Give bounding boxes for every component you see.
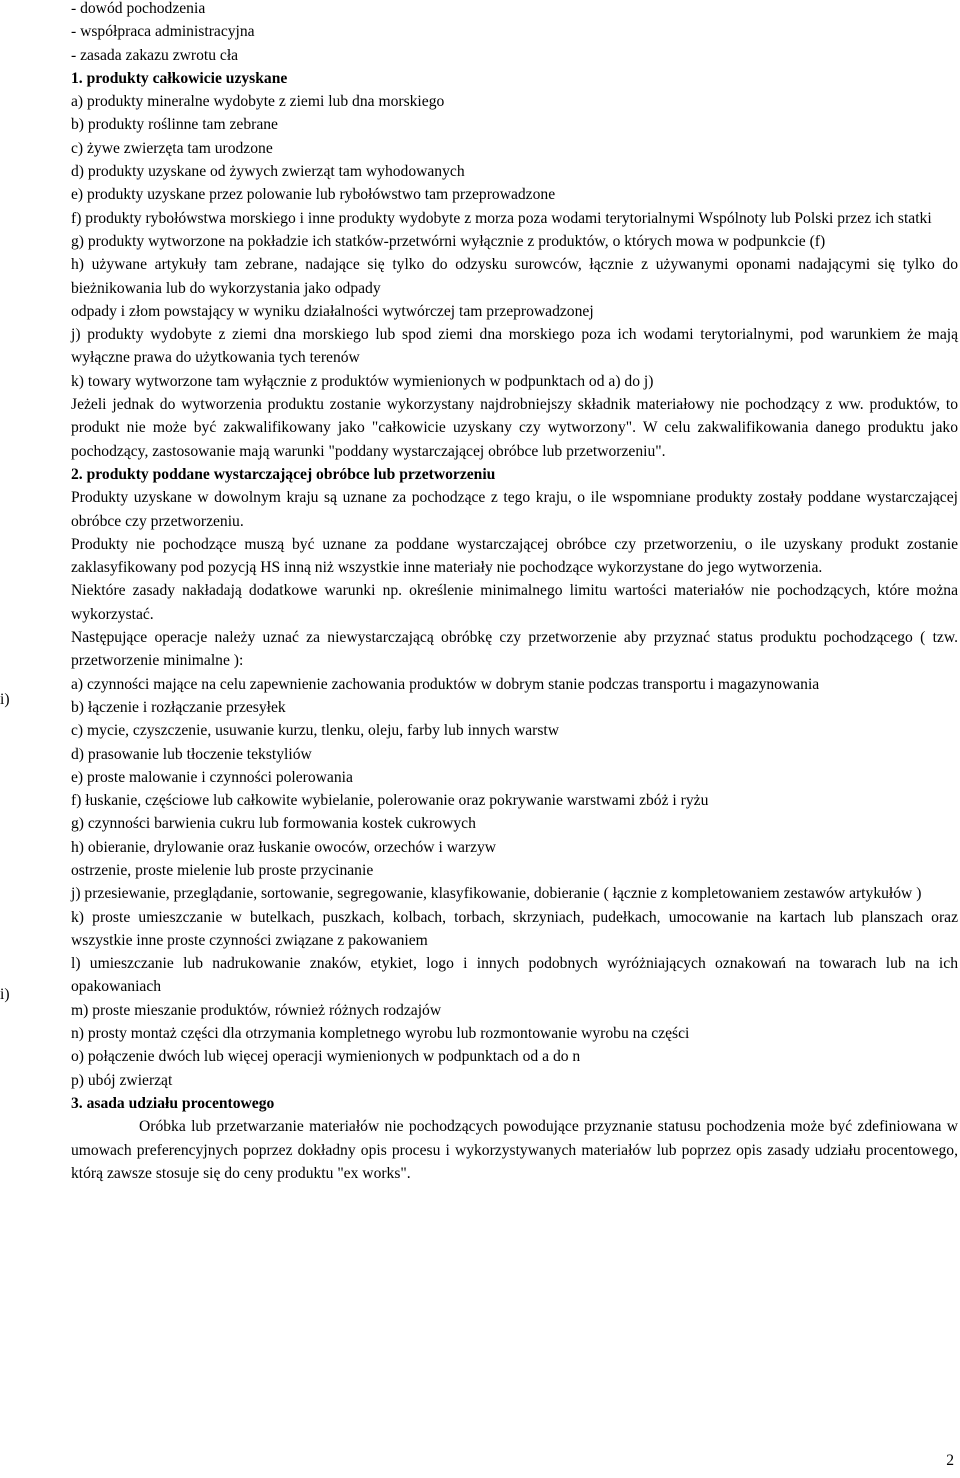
list-item: m) proste mieszanie produktów, również różnych rodzajów (71, 1001, 442, 1019)
list-item: o) połączenie dwóch lub więcej operacji wymienionych w podpunktach od a do n (71, 1048, 581, 1066)
list-item: f) produkty rybołówstwa morskiego i inne produkty wydobyte z morza poza wodami terytorialnymi Wspólnoty lub Polski przez ich statki (71, 209, 932, 227)
paragraph: Jeżeli jednak do wytworzenia produktu zostanie wykorzystany najdrobniejszy składnik materiałowy nie pochodzący z ww. produktów, to produkt nie może być zakwalifikowany jako "całkowicie uzyskany czy wytworzony". W celu zakwalifikowania danego produktu jako pochodzący, zastosowanie mają warunki "poddany wystarczającej obróbce lub przetworzeniu". (71, 396, 958, 460)
list-item: g) czynności barwienia cukru lub formowania kostek cukrowych (71, 815, 476, 833)
list-item: p) ubój zwierząt (71, 1071, 173, 1089)
list-item: h) używane artykuły tam zebrane, nadające się tylko do odzysku surowców, łącznie z używanymi oponami nadającymi się tylko do bieżnikowania lub do wykorzystania jako odpady (71, 256, 958, 297)
list-item: d) prasowanie lub tłoczenie tekstyliów (71, 745, 312, 763)
list-item: b) łączenie i rozłączanie przesyłek (71, 698, 286, 716)
text-line: - współpraca administracyjna (71, 23, 255, 41)
list-item: e) proste malowanie i czynności polerowania (71, 768, 353, 786)
list-marker-i-2: i) (0, 986, 10, 1003)
list-item: b) produkty roślinne tam zebrane (71, 116, 278, 134)
list-item: g) produkty wytworzone na pokładzie ich statków-przetwórni wyłącznie z produktów, o których mowa w podpunkcie (f) (71, 232, 826, 250)
text-line: - zasada zakazu zwrotu cła (71, 46, 239, 64)
list-item: a) produkty mineralne wydobyte z ziemi lub dna morskiego (71, 93, 445, 111)
list-item: f) łuskanie, częściowe lub całkowite wybielanie, polerowanie oraz pokrywanie warstwami zbóż i ryżu (71, 792, 709, 810)
list-item: a) czynności mające na celu zapewnienie zachowania produktów w dobrym stanie podczas transportu i magazynowania (71, 675, 820, 693)
paragraph: Niektóre zasady nakładają dodatkowe warunki np. określenie minimalnego limitu wartości materiałów nie pochodzących, które można wykorzystać. (71, 582, 958, 623)
list-item: k) proste umieszczanie w butelkach, puszkach, kolbach, torbach, skrzyniach, pudełkach, umocowanie na kartach lub planszach oraz wszystkie inne proste czynności związane z pakowaniem (71, 908, 958, 949)
text-line: - dowód pochodzenia (71, 0, 206, 17)
list-item: j) produkty wydobyte z ziemi dna morskiego lub spod ziemi dna morskiego poza ich wodami terytorialnymi, pod warunkiem że mają wyłączne prawa do użytkowania tych terenów (71, 326, 958, 367)
list-marker-i-1: i) (0, 691, 10, 708)
list-item: c) żywe zwierzęta tam urodzone (71, 139, 273, 157)
paragraph: Oróbka lub przetwarzanie materiałów nie pochodzących powodujące przyznanie statusu pochodzenia może być zdefiniowana w umowach preferencyjnych poprzez dokładny opis procesu i wykorzystywanych materiałów lub poprzez opis zasady udziału procentowego, którą zawsze stosuje się do ceny produktu "ex works". (71, 1118, 958, 1182)
list-item: h) obieranie, drylowanie oraz łuskanie owoców, orzechów i warzyw (71, 838, 497, 856)
list-item: k) towary wytworzone tam wyłącznie z produktów wymienionych w podpunktach od a) do j) (71, 372, 654, 390)
list-item: c) mycie, czyszczenie, usuwanie kurzu, tlenku, oleju, farby lub innych warstw (71, 722, 559, 740)
list-item: e) produkty uzyskane przez polowanie lub rybołówstwo tam przeprowadzone (71, 186, 556, 204)
paragraph: Produkty nie pochodzące muszą być uznane za poddane wystarczającej obróbce czy przetworzeniu, o ile uzyskany produkt zostanie zaklasyfikowany pod pozycją HS inną niż wszystkie inne materiały nie pochodzące wykorzystane do jego wytworzenia. (71, 535, 958, 577)
paragraph: Następujące operacje należy uznać za niewystarczającą obróbkę czy przetworzenie aby przyznać status produktu pochodzącego ( tzw. przetworzenie minimalne ): (71, 629, 958, 670)
list-item: odpady i złom powstający w wyniku działalności wytwórczej tam przeprowadzonej (71, 302, 594, 320)
document-body (71, 0, 958, 1185)
list-item: n) prosty montaż części dla otrzymania kompletnego wyrobu lub rozmontowanie wyrobu na części (71, 1025, 690, 1043)
list-item: l) umieszczanie lub nadrukowanie znaków, etykiet, logo i innych podobnych wyróżniających oznakowań na towarach lub na ich opakowaniach (71, 955, 958, 996)
section-heading-1: 1. produkty całkowicie uzyskane (71, 69, 288, 87)
section-heading-2: 2. produkty poddane wystarczającej obróbce lub przetworzeniu (71, 465, 496, 483)
section-heading-3: 3. asada udziału procentowego (71, 1094, 275, 1112)
list-item: d) produkty uzyskane od żywych zwierząt tam wyhodowanych (71, 163, 465, 181)
paragraph: Produkty uzyskane w dowolnym kraju są uznane za pochodzące z tego kraju, o ile wspomniane produkty zostały poddane wystarczającej obróbce czy przetworzeniu. (71, 489, 958, 530)
list-item: j) przesiewanie, przeglądanie, sortowanie, segregowanie, klasyfikowanie, dobieranie ( łącznie z kompletowaniem zestawów artykułów ) (71, 885, 922, 903)
page-number: 2 (946, 1452, 954, 1469)
list-item: ostrzenie, proste mielenie lub proste przycinanie (71, 861, 374, 879)
